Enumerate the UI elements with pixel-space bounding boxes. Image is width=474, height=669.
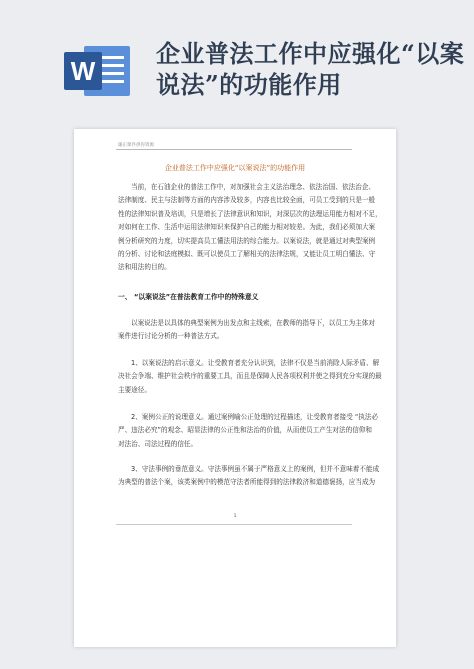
text-line: 例分析研究的力度，切实提高员工懂法用法的综合能力。以案说法，就是通过对典型案例 <box>118 236 376 245</box>
point-1-paragraph <box>118 357 382 397</box>
text-line: 主要途径。 <box>118 385 151 394</box>
page-title <box>156 38 465 100</box>
intro-paragraph <box>118 181 382 275</box>
text-line: 决社会争端、维护社会秩序的重要工具，而且是保障人民各项权利并使之得到充分实现的最 <box>118 372 382 381</box>
word-logo-letter: W <box>70 56 96 86</box>
text-line: 严、违法必究”的观念、昭显法律的公正性和法治的价值，从而使员工产生对法的信仰和 <box>118 426 372 435</box>
text-line: 当前，在石油企业的普法工作中，对加强社会主义法治理念、依法治国、依法治企、 <box>131 183 375 191</box>
text-line: 3、守法事例的垂范意义。守法事例虽不属于严格意义上的案例，但并不意味着不能成 <box>131 465 380 473</box>
doc-header <box>0 0 474 118</box>
text-line: 对法治、司法过程的信任。 <box>118 439 198 448</box>
page-title-line-1: 企业普法工作中应强化“以案 <box>156 39 465 68</box>
page-title-line-2: 说法”的功能作用 <box>156 70 342 99</box>
text-line: 为典型的普法个案，该类案例中的模范守法者所能得到的法律救济和道德褒扬，应当成为 <box>118 478 376 487</box>
footer-rule <box>116 524 352 525</box>
header-rule <box>116 149 352 150</box>
text-line: 以案说法是以具体的典型案例为出发点和主线索，在教师的指导下，以员工为主体对 <box>131 319 375 327</box>
section-heading: 一、 “以案说法”在普法教育工作中的特殊意义 <box>118 293 259 301</box>
text-line: 对如何在工作、生活中运用法律知识来保护自己的能力相对较差。为此，我们必须加大案 <box>118 223 376 232</box>
text-line: 法律制度、民主与法制等方面的内容涉及较多，内容也比较全面，可员工受到的只是一般 <box>118 196 376 205</box>
text-line: 性的法律知识普及培训，只是增长了法律意识和知识，对深层次的法理运用能力相对不足， <box>118 209 382 218</box>
running-header: 廉正课件供你资源 <box>118 143 154 148</box>
point-3-paragraph <box>118 463 380 490</box>
article-title: 企业普法工作中应强化“以案说法”的功能作用 <box>164 164 306 172</box>
text-line: 1、以案说法的启示意义。让受教育者充分认识到，法律不仅是当前消除人际矛盾、解 <box>131 359 380 367</box>
text-line: 法和用法的目的。 <box>118 263 171 272</box>
text-line: 2、案例公正的说理意义。通过案例喻公正处理的过程描述，让受教育者接受 “执法必 <box>131 413 379 421</box>
text-line: 的分析、讨论和法庭模拟、既可以使员工了解相关的法律法规，又能让员工明白懂法、守 <box>118 250 376 259</box>
word-icon <box>62 42 134 100</box>
point-2-paragraph <box>118 411 379 451</box>
document-page <box>74 129 396 647</box>
page-number: 1 <box>233 514 237 519</box>
definition-paragraph <box>118 317 375 344</box>
text-line: 案件进行讨论分析的一种普法方式。 <box>118 332 224 341</box>
